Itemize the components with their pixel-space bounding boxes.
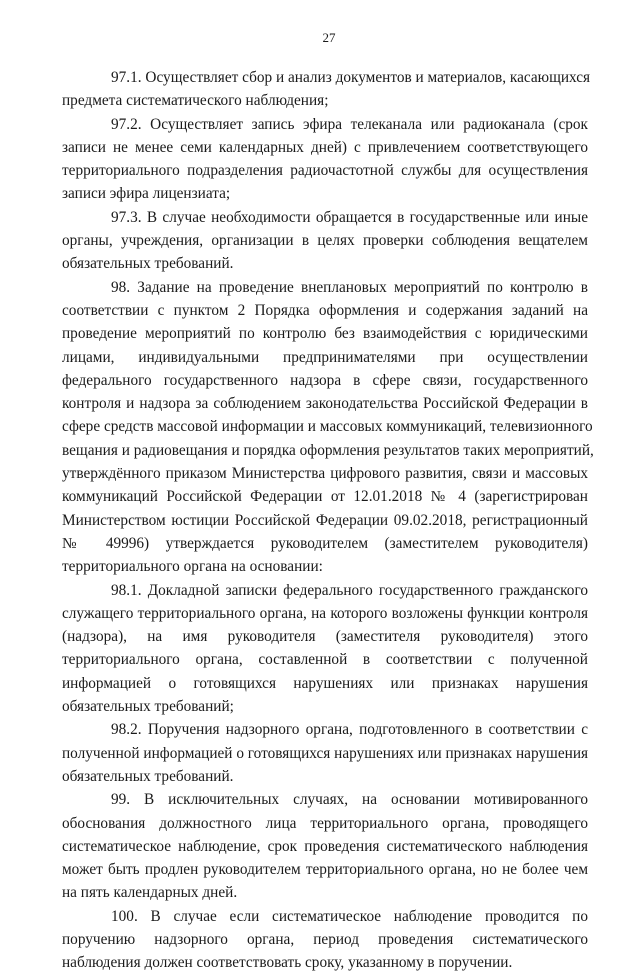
paragraph-line: 99. В исключительных случаях, на основании мотивированного [111, 791, 588, 809]
paragraph-line: территориального подразделения радиочастотной службы для осуществления [62, 162, 588, 180]
paragraph-line: может быть продлен руководителем территориального органа, но не более чем [62, 861, 588, 879]
paragraph-p97-2 [62, 113, 588, 206]
paragraph-line: записи эфира лицензиата; [62, 185, 231, 203]
paragraph-line: 98.2. Поручения надзорного органа, подготовленного в соответствии с [111, 721, 588, 739]
paragraph-line: утверждённого приказом Министерства цифрового развития, связи и массовых [62, 465, 588, 483]
paragraph-line: федерального государственного надзора в сфере связи, государственного [62, 371, 588, 389]
paragraph-line: наблюдения должен соответствовать сроку, указанному в поручении. [62, 954, 513, 972]
paragraph-line: информацией о готовящихся нарушениях или признаках нарушения [62, 674, 588, 692]
paragraph-line: территориального органа на основании: [62, 558, 323, 576]
paragraph-line: 97.3. В случае необходимости обращается в государственные или иные [111, 208, 588, 226]
paragraph-line: систематическое наблюдение, срок проведения систематического наблюдения [62, 837, 588, 855]
paragraph-p97-1 [62, 66, 591, 113]
paragraph-line: на пять календарных дней. [62, 884, 238, 902]
paragraph-line: лицами, индивидуальными предпринимателями при осуществлении [62, 348, 588, 366]
paragraph-line: вещания и радиовещания и порядка оформления результатов таких мероприятий, [62, 441, 594, 459]
paragraph-line: служащего территориального органа, на которого возложены функции контроля [62, 604, 588, 622]
paragraph-line: записи не менее семи календарных дней) с привлечением соответствующего [62, 138, 588, 156]
paragraph-line: сфере средств массовой информации и массовых коммуникаций, телевизионного [62, 418, 593, 436]
paragraph-line: обязательных требований. [62, 767, 234, 785]
paragraph-line: поручению надзорного органа, период проведения систематического [62, 930, 588, 948]
paragraph-line: 97.2. Осуществляет запись эфира телеканала или радиоканала (срок [111, 115, 588, 133]
paragraph-line: органы, учреждения, организации в целях проверки соблюдения вещателем [62, 232, 588, 250]
paragraph-line: обязательных требований. [62, 255, 234, 273]
paragraph-line: (надзора), на имя руководителя (заместителя руководителя) этого [62, 628, 588, 646]
paragraph-line: полученной информацией о готовящихся нарушениях или признаках нарушения [62, 744, 589, 762]
paragraph-line: коммуникаций Российской Федерации от 12.01.2018 № 4 (зарегистрирован [62, 488, 588, 506]
paragraph-line: соответствии с пунктом 2 Порядка оформления и содержания заданий на [62, 301, 588, 319]
paragraph-p98-2 [62, 718, 588, 788]
paragraph-p98 [62, 276, 594, 579]
paragraph-line: обязательных требований; [62, 698, 234, 716]
paragraph-line: 98.1. Докладной записки федерального государственного гражданского [111, 581, 588, 599]
paragraph-line: обоснования должностного лица территориального органа, проводящего [62, 814, 588, 832]
paragraph-p98-1 [62, 579, 588, 719]
paragraph-p97-3 [62, 206, 588, 276]
paragraph-line: 98. Задание на проведение внеплановых мероприятий по контролю в [111, 278, 588, 296]
paragraph-line: Министерством юстиции Российской Федерации 09.02.2018, регистрационный [62, 511, 588, 529]
paragraph-line: контроля и надзора за соблюдением законодательства Российской Федерации в [62, 395, 588, 413]
paragraph-p100 [62, 905, 588, 975]
paragraph-line: предмета систематического наблюдения; [62, 92, 329, 110]
document-body [62, 66, 594, 975]
paragraph-line: 100. В случае если систематическое наблюдение проводится по [111, 907, 588, 925]
paragraph-line: территориального органа, составленной в соответствии с полученной [62, 651, 588, 669]
paragraph-line: проведение мероприятий по контролю без взаимодействия с юридическими [62, 325, 588, 343]
document-page [62, 30, 594, 975]
paragraph-p99 [62, 788, 588, 904]
paragraph-line: № 49996) утверждается руководителем (заместителем руководителя) [62, 534, 588, 552]
page-number: 27 [322, 30, 336, 45]
paragraph-line: 97.1. Осуществляет сбор и анализ документов и материалов, касающихся [111, 69, 591, 86]
